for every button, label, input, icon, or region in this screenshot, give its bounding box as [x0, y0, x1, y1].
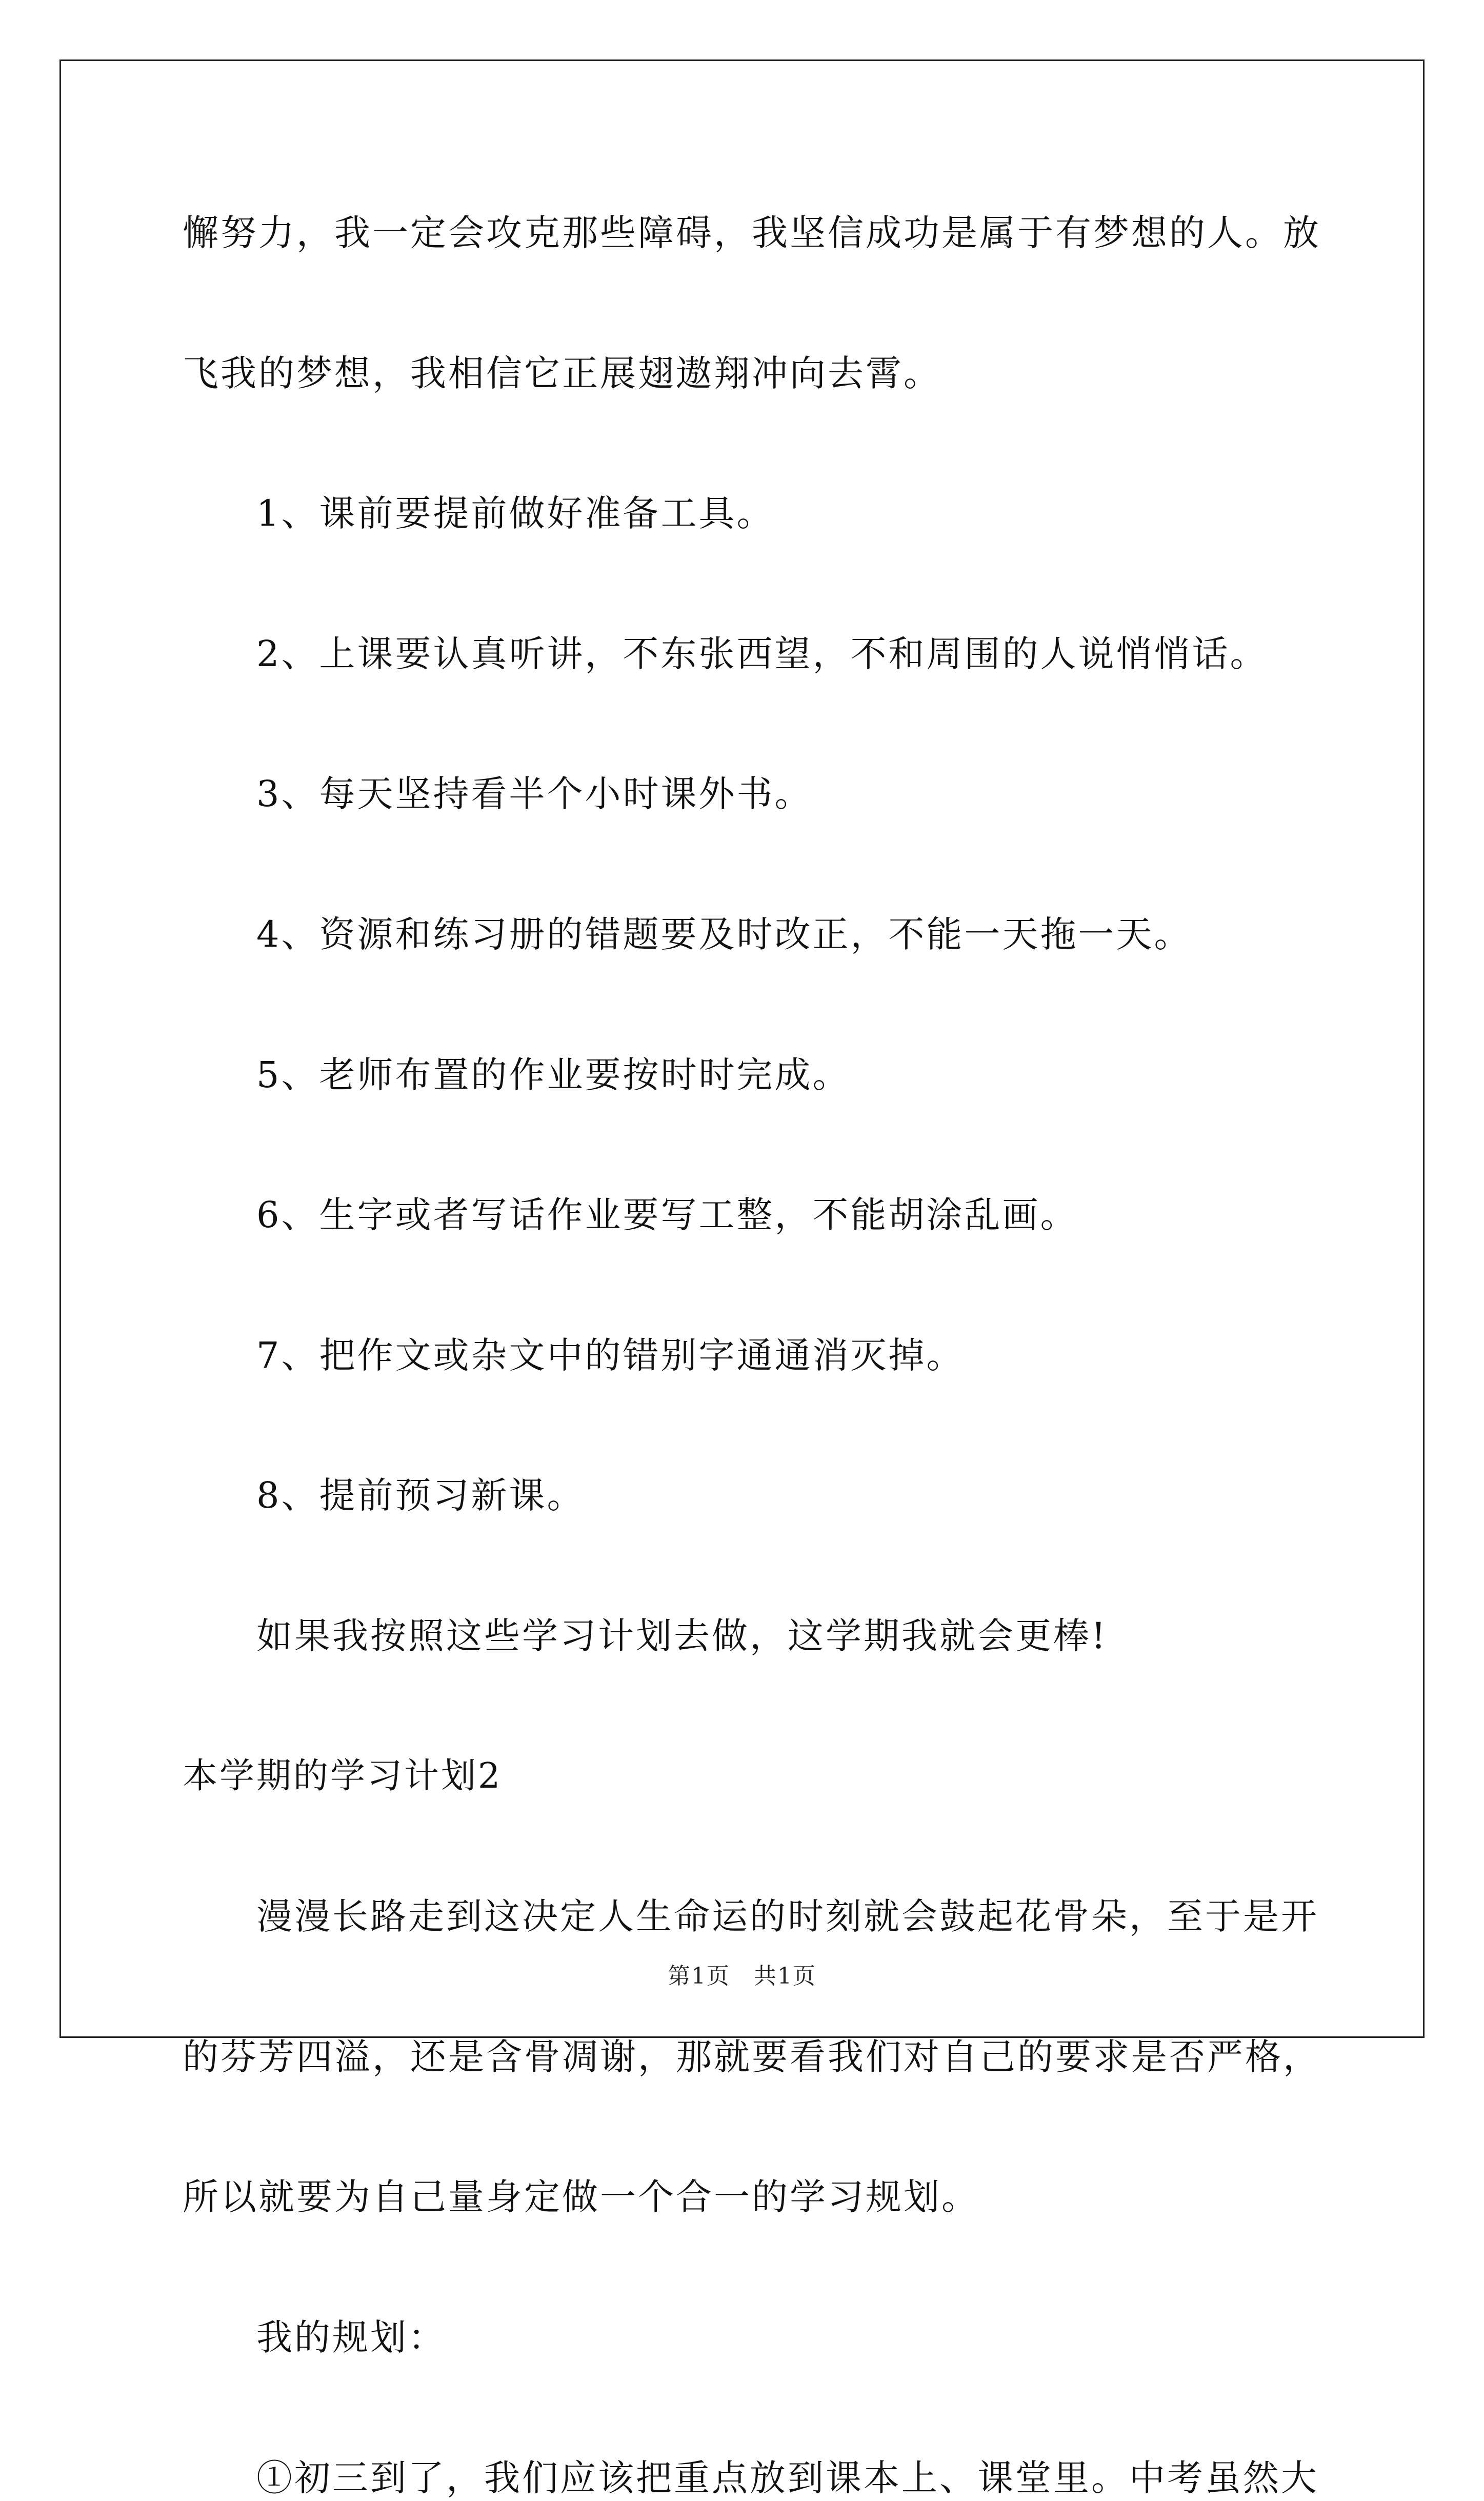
list-item: 1、课前要提前做好准备工具。 [256, 492, 775, 535]
list-item: 4、资源和练习册的错题要及时改正，不能一天拖一天。 [256, 913, 1192, 955]
list-item: 3、每天坚持看半个小时课外书。 [256, 773, 813, 815]
list-item: 2、上课要认真听讲，不东张西望，不和周围的人说悄悄话。 [256, 632, 1268, 675]
paragraph-line: 如果我按照这些学习计划去做，这学期我就会更棒! [256, 1615, 1108, 1657]
paragraph-line: 的芬芳四溢，还是含骨凋谢，那就要看我们对自己的要求是否严格， [183, 2035, 1321, 2078]
paragraph-line: 漫漫长路走到这决定人生命运的时刻就会鼓起花骨朵，至于是开 [256, 1895, 1319, 1938]
section-heading: 本学期的学习计划2 [183, 1755, 503, 1796]
list-item: 8、提前预习新课。 [256, 1474, 585, 1517]
paragraph-line: 我的规划： [256, 2316, 446, 2358]
paragraph-line: 懈努力，我一定会攻克那些障碍，我坚信成功是属于有梦想的人。放 [183, 212, 1321, 254]
paragraph-line: 飞我的梦想，我相信它正展翅遨翔冲向去霄。 [183, 352, 941, 394]
list-item: 6、生字或者写话作业要写工整，不能胡涂乱画。 [256, 1194, 1078, 1236]
list-item: 7、把作文或杂文中的错别字通通消灭掉。 [256, 1334, 965, 1376]
page-footer: 第1页 共1页 [668, 1963, 816, 1989]
list-item: 5、老师布置的作业要按时时完成。 [256, 1053, 851, 1096]
paragraph-line: 所以就要为自己量身定做一个合一的学习规划。 [183, 2176, 979, 2218]
paragraph-line: ①初三到了，我们应该把重点放到课本上、课堂里。中考虽然大 [256, 2456, 1319, 2499]
